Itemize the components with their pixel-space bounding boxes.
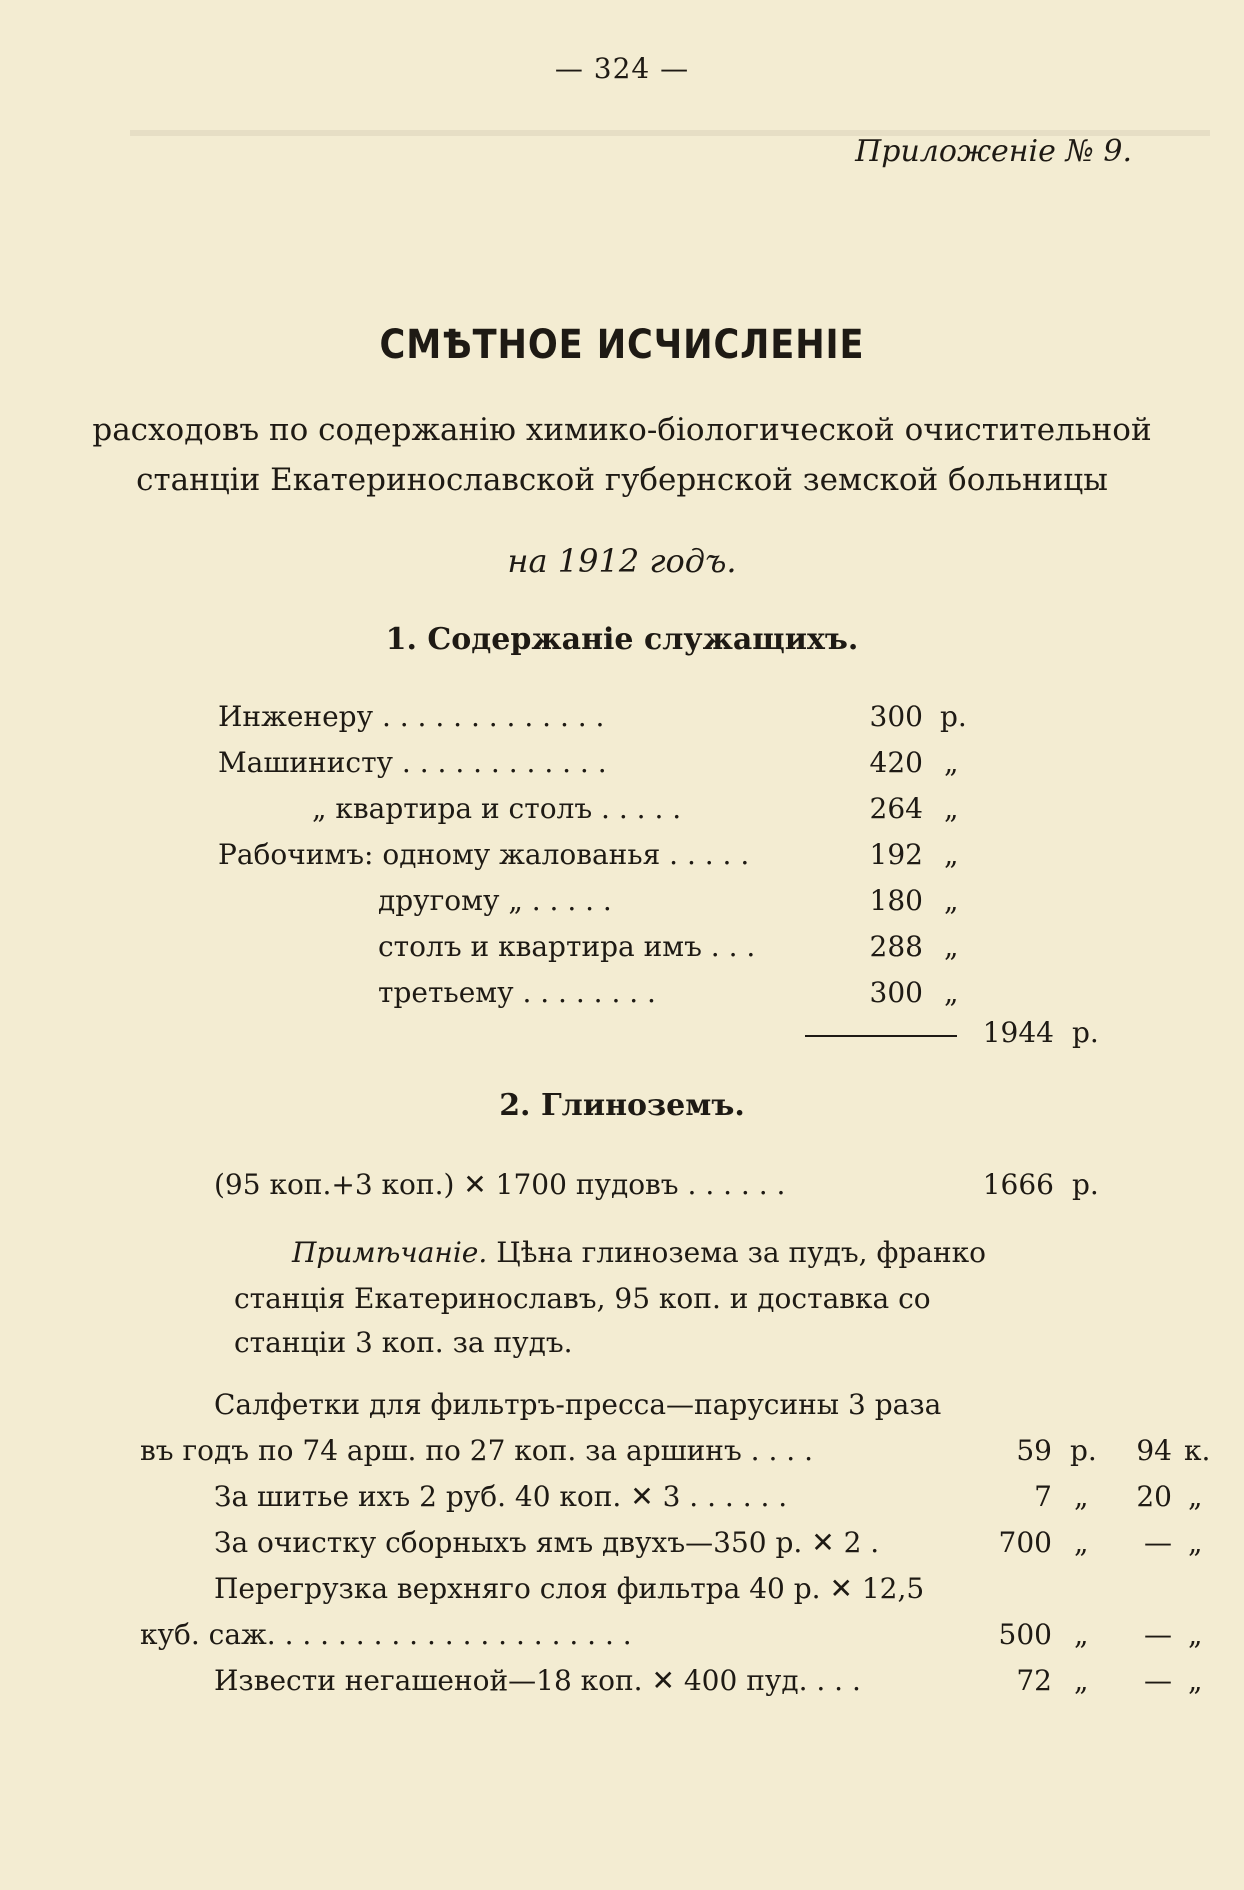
staff-row xyxy=(218,884,978,926)
item-row xyxy=(140,1664,1203,1706)
item-rub-unit: „ xyxy=(1074,1526,1089,1559)
staff-row-label: третьему . . . . . . . . xyxy=(378,976,656,1009)
note-label: Примѣчаніе. xyxy=(292,1236,488,1269)
staff-row-label: Рабочимъ: одному жалованья . . . . . xyxy=(218,838,750,871)
document-title: СМѢТНОЕ ИСЧИСЛЕНІЕ xyxy=(379,322,865,368)
staff-row xyxy=(218,700,978,742)
item-rub-unit: „ xyxy=(1074,1618,1089,1651)
staff-row-label: Инженеру . . . . . . . . . . . . . xyxy=(218,700,605,733)
alumina-calc-row xyxy=(214,1168,1114,1210)
staff-row-amount: 300 xyxy=(869,976,923,1009)
subtitle-line-1: расходовъ по содержанію химико-біологической очистительной xyxy=(92,412,1152,448)
item-kop-unit: к. xyxy=(1184,1434,1211,1467)
item-kopecks: — xyxy=(1144,1618,1172,1651)
staff-row-unit: р. xyxy=(940,700,967,733)
staff-row-amount: 180 xyxy=(869,884,923,917)
staff-row xyxy=(218,838,978,880)
alumina-calc-amount: 1666 xyxy=(982,1168,1054,1201)
alumina-calc-label: (95 коп.+3 коп.) ✕ 1700 пудовъ . . . . . . xyxy=(214,1168,786,1201)
item-kopecks: — xyxy=(1144,1526,1172,1559)
staff-row-unit: „ xyxy=(944,792,959,825)
staff-row-amount: 300 xyxy=(869,700,923,733)
item-kop-unit: „ xyxy=(1188,1480,1203,1513)
item-kopecks: — xyxy=(1144,1664,1172,1697)
staff-row-amount: 192 xyxy=(869,838,923,871)
staff-row-amount: 420 xyxy=(869,746,923,779)
staff-row xyxy=(218,746,978,788)
item-rubles: 500 xyxy=(998,1618,1052,1651)
alumina-calc-unit: р. xyxy=(1072,1168,1099,1201)
item-label: въ годъ по 74 арш. по 27 коп. за аршинъ . . . . xyxy=(140,1434,813,1467)
appendix-label: Приложеніе № 9. xyxy=(855,134,1132,169)
item-label: Извести негашеной—18 коп. ✕ 400 пуд. . . . xyxy=(214,1664,861,1697)
staff-row-unit: „ xyxy=(944,838,959,871)
staff-row-unit: „ xyxy=(944,746,959,779)
item-kop-unit: „ xyxy=(1188,1664,1203,1697)
section-heading-alumina: 2. Глиноземъ. xyxy=(499,1088,745,1123)
item-kop-unit: „ xyxy=(1188,1618,1203,1651)
year-line: на 1912 годъ. xyxy=(507,542,737,580)
note-line-1 xyxy=(292,1236,986,1269)
staff-total-unit: р. xyxy=(1072,1016,1099,1049)
item-row xyxy=(140,1480,1203,1522)
item-row xyxy=(140,1618,1203,1660)
staff-row-label: другому „ . . . . . xyxy=(378,884,612,917)
staff-row-label: „ квартира и столъ . . . . . xyxy=(312,792,682,825)
item-label: За шитье ихъ 2 руб. 40 коп. ✕ 3 . . . . . . xyxy=(214,1480,788,1513)
staff-row xyxy=(218,976,978,1018)
staff-row-unit: „ xyxy=(944,884,959,917)
staff-row-amount: 288 xyxy=(869,930,923,963)
item-rub-unit: р. xyxy=(1070,1434,1097,1467)
note-line-3: станціи 3 коп. за пудъ. xyxy=(234,1326,573,1359)
staff-row-unit: „ xyxy=(944,976,959,1009)
item-line: Перегрузка верхняго слоя фильтра 40 р. ✕ 12,5 xyxy=(214,1572,925,1605)
item-label: куб. саж. . . . . . . . . . . . . . . . . . . . . xyxy=(140,1618,632,1651)
staff-row xyxy=(218,792,978,834)
item-rubles: 7 xyxy=(1034,1480,1052,1513)
item-row xyxy=(140,1434,1211,1476)
item-label: За очистку сборныхъ ямъ двухъ—350 р. ✕ 2 . xyxy=(214,1526,880,1559)
page-number: — 324 — xyxy=(554,52,690,85)
note-text: Цѣна глинозема за пудъ, франко xyxy=(496,1236,987,1269)
item-rubles: 59 xyxy=(1016,1434,1052,1467)
item-rub-unit: „ xyxy=(1074,1480,1089,1513)
item-rubles: 72 xyxy=(1016,1664,1052,1697)
item-kop-unit: „ xyxy=(1188,1526,1203,1559)
item-line: Салфетки для фильтръ-пресса—парусины 3 раза xyxy=(214,1388,942,1421)
note-line-2: станція Екатеринославъ, 95 коп. и доставка со xyxy=(234,1282,931,1315)
total-rule xyxy=(805,1035,957,1037)
staff-row-label: Машинисту . . . . . . . . . . . . xyxy=(218,746,607,779)
item-row xyxy=(140,1526,1203,1568)
staff-row-unit: „ xyxy=(944,930,959,963)
staff-total-amount: 1944 xyxy=(982,1016,1054,1049)
item-kopecks: 20 xyxy=(1136,1480,1172,1513)
subtitle-line-2: станціи Екатеринославской губернской земской больницы xyxy=(136,462,1108,498)
item-rub-unit: „ xyxy=(1074,1664,1089,1697)
staff-row-label: столъ и квартира имъ . . . xyxy=(378,930,756,963)
staff-row xyxy=(218,930,978,972)
item-rubles: 700 xyxy=(998,1526,1052,1559)
staff-total xyxy=(960,1016,1120,1058)
section-heading-staff: 1. Содержаніе служащихъ. xyxy=(385,622,859,657)
staff-row-amount: 264 xyxy=(869,792,923,825)
item-kopecks: 94 xyxy=(1136,1434,1172,1467)
